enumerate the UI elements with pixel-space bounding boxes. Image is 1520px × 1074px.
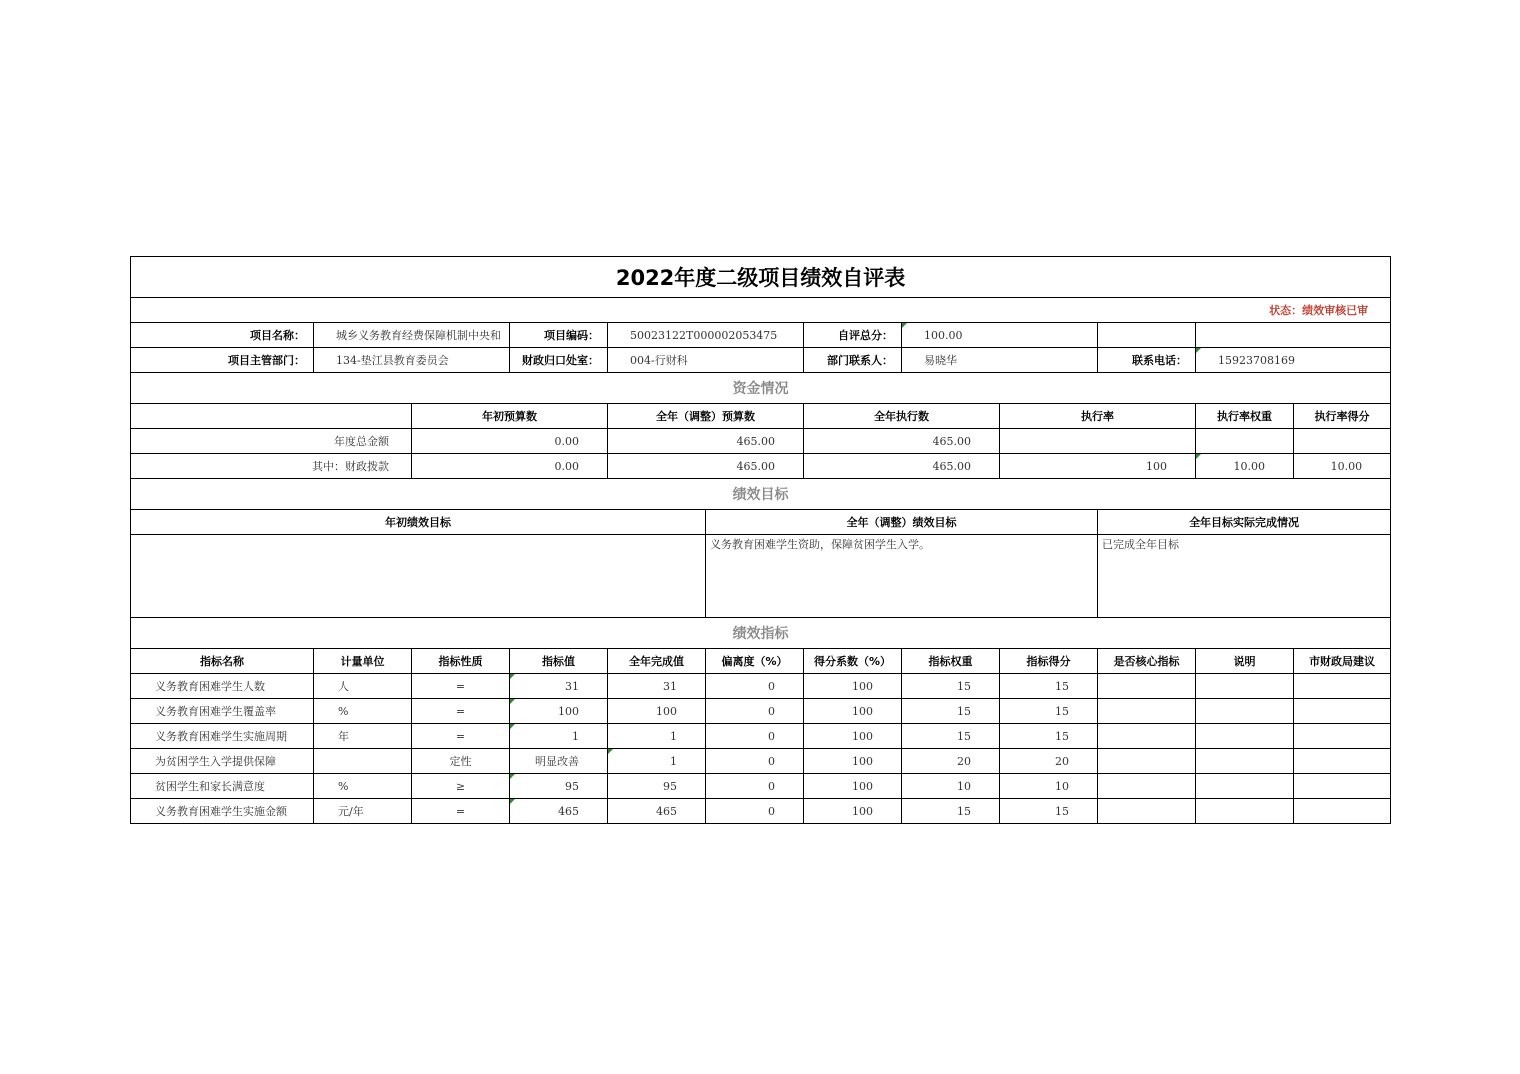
- indicator-score: 10: [1000, 774, 1098, 799]
- indicator-advice: [1294, 724, 1391, 749]
- evaluation-sheet: [130, 256, 1390, 824]
- indicator-advice: [1294, 674, 1391, 699]
- indicator-coefficient: 100: [804, 699, 902, 724]
- indicator-coefficient: 100: [804, 749, 902, 774]
- indicator-header: 全年完成值: [608, 649, 706, 674]
- info-row-2: [131, 348, 1391, 373]
- funds-row: [131, 454, 1391, 479]
- funds-executed: 465.00: [804, 454, 1000, 479]
- phone-value: 15923708169: [1196, 348, 1391, 373]
- indicator-nature: =: [412, 699, 510, 724]
- indicator-coefficient: 100: [804, 799, 902, 824]
- indicator-header: 指标值: [510, 649, 608, 674]
- indicator-actual: 1: [608, 749, 706, 774]
- indicator-target: 31: [510, 674, 608, 699]
- indicator-header: 指标得分: [1000, 649, 1098, 674]
- indicator-nature: =: [412, 674, 510, 699]
- indicator-rows: [131, 674, 1391, 824]
- funds-row-label: 年度总金额: [131, 429, 412, 454]
- indicator-score: 15: [1000, 674, 1098, 699]
- indicator-note: [1196, 674, 1294, 699]
- goals-actual: 已完成全年目标: [1098, 535, 1391, 618]
- funds-rate: [1000, 429, 1196, 454]
- indicator-deviation: 0: [706, 749, 804, 774]
- indicator-name: 义务教育困难学生实施周期: [131, 724, 314, 749]
- indicator-note: [1196, 799, 1294, 824]
- indicator-coefficient: 100: [804, 774, 902, 799]
- indicator-header: 指标权重: [902, 649, 1000, 674]
- dept-label: 项目主管部门：: [131, 348, 314, 373]
- funds-initial: 0.00: [412, 429, 608, 454]
- goals-header: 全年（调整）绩效目标: [706, 510, 1098, 535]
- indicator-deviation: 0: [706, 774, 804, 799]
- indicator-header: 指标名称: [131, 649, 314, 674]
- phone-label: 联系电话：: [1098, 348, 1196, 373]
- indicator-weight: 15: [902, 799, 1000, 824]
- indicator-core: [1098, 774, 1196, 799]
- table-row: [131, 749, 1391, 774]
- empty-cell: [1196, 323, 1391, 348]
- finance-office-value: 004-行财科: [608, 348, 804, 373]
- funds-header: 执行率权重: [1196, 404, 1294, 429]
- indicator-score: 15: [1000, 799, 1098, 824]
- indicator-advice: [1294, 799, 1391, 824]
- indicator-target: 明显改善: [510, 749, 608, 774]
- indicators-header-row: [131, 649, 1391, 674]
- status-badge: 状态：绩效审核已审: [131, 298, 1391, 323]
- goals-adjusted: 义务教育困难学生资助，保障贫困学生入学。: [706, 535, 1098, 618]
- funds-header-row: [131, 404, 1391, 429]
- indicator-advice: [1294, 749, 1391, 774]
- funds-score: [1294, 429, 1391, 454]
- funds-rate: 100: [1000, 454, 1196, 479]
- indicator-coefficient: 100: [804, 674, 902, 699]
- indicator-nature: =: [412, 799, 510, 824]
- indicator-score: 20: [1000, 749, 1098, 774]
- indicator-score: 15: [1000, 724, 1098, 749]
- empty-cell: [131, 404, 412, 429]
- indicator-unit: 年: [314, 724, 412, 749]
- indicator-header: 得分系数（%）: [804, 649, 902, 674]
- indicator-header: 市财政局建议: [1294, 649, 1391, 674]
- goals-header: 全年目标实际完成情况: [1098, 510, 1391, 535]
- indicator-header: 说明: [1196, 649, 1294, 674]
- indicator-name: 义务教育困难学生覆盖率: [131, 699, 314, 724]
- indicator-note: [1196, 699, 1294, 724]
- funds-weight: [1196, 429, 1294, 454]
- funds-header: 全年执行数: [804, 404, 1000, 429]
- indicator-core: [1098, 674, 1196, 699]
- indicator-coefficient: 100: [804, 724, 902, 749]
- indicator-core: [1098, 724, 1196, 749]
- indicator-nature: =: [412, 724, 510, 749]
- project-name-value: 城乡义务教育经费保障机制中央和: [314, 323, 510, 348]
- indicator-weight: 15: [902, 724, 1000, 749]
- indicator-deviation: 0: [706, 699, 804, 724]
- contact-label: 部门联系人：: [804, 348, 902, 373]
- table-row: [131, 699, 1391, 724]
- indicator-name: 义务教育困难学生实施金额: [131, 799, 314, 824]
- indicator-core: [1098, 749, 1196, 774]
- indicator-header: 指标性质: [412, 649, 510, 674]
- indicator-unit: [314, 749, 412, 774]
- evaluation-table: [130, 256, 1391, 824]
- indicator-actual: 95: [608, 774, 706, 799]
- indicator-core: [1098, 699, 1196, 724]
- indicator-actual: 465: [608, 799, 706, 824]
- funds-initial: 0.00: [412, 454, 608, 479]
- indicator-weight: 15: [902, 674, 1000, 699]
- indicator-deviation: 0: [706, 724, 804, 749]
- indicator-weight: 10: [902, 774, 1000, 799]
- funds-score: 10.00: [1294, 454, 1391, 479]
- table-row: [131, 774, 1391, 799]
- dept-value: 134-垫江县教育委员会: [314, 348, 510, 373]
- goals-initial: [131, 535, 706, 618]
- indicator-weight: 15: [902, 699, 1000, 724]
- contact-value: 易晓华: [902, 348, 1098, 373]
- indicator-unit: %: [314, 774, 412, 799]
- indicator-target: 465: [510, 799, 608, 824]
- info-row-1: [131, 323, 1391, 348]
- funds-header: 全年（调整）预算数: [608, 404, 804, 429]
- indicator-note: [1196, 724, 1294, 749]
- funds-row: [131, 429, 1391, 454]
- table-row: [131, 724, 1391, 749]
- indicator-name: 义务教育困难学生人数: [131, 674, 314, 699]
- funds-header: 执行率得分: [1294, 404, 1391, 429]
- self-score-label: 自评总分：: [804, 323, 902, 348]
- indicator-target: 100: [510, 699, 608, 724]
- funds-row-label: 其中：财政拨款: [131, 454, 412, 479]
- indicator-header: 偏离度（%）: [706, 649, 804, 674]
- indicator-name: 贫困学生和家长满意度: [131, 774, 314, 799]
- indicator-actual: 1: [608, 724, 706, 749]
- finance-office-label: 财政归口处室：: [510, 348, 608, 373]
- indicator-advice: [1294, 774, 1391, 799]
- indicator-note: [1196, 774, 1294, 799]
- table-row: [131, 674, 1391, 699]
- project-code-value: 50023122T000002053475: [608, 323, 804, 348]
- indicator-core: [1098, 799, 1196, 824]
- goals-header-row: [131, 510, 1391, 535]
- funds-adjusted: 465.00: [608, 429, 804, 454]
- goals-content-row: [131, 535, 1391, 618]
- funds-header: 年初预算数: [412, 404, 608, 429]
- indicator-actual: 31: [608, 674, 706, 699]
- indicator-name: 为贫困学生入学提供保障: [131, 749, 314, 774]
- funds-weight: 10.00: [1196, 454, 1294, 479]
- goals-section-title: 绩效目标: [131, 479, 1391, 510]
- indicator-score: 15: [1000, 699, 1098, 724]
- indicator-unit: 人: [314, 674, 412, 699]
- page-title: 2022年度二级项目绩效自评表: [131, 257, 1391, 298]
- indicator-deviation: 0: [706, 674, 804, 699]
- empty-cell: [1098, 323, 1196, 348]
- indicator-weight: 20: [902, 749, 1000, 774]
- indicator-nature: 定性: [412, 749, 510, 774]
- funds-section-title: 资金情况: [131, 373, 1391, 404]
- indicator-note: [1196, 749, 1294, 774]
- indicator-target: 1: [510, 724, 608, 749]
- funds-executed: 465.00: [804, 429, 1000, 454]
- project-name-label: 项目名称：: [131, 323, 314, 348]
- indicator-nature: ≥: [412, 774, 510, 799]
- goals-header: 年初绩效目标: [131, 510, 706, 535]
- funds-header: 执行率: [1000, 404, 1196, 429]
- indicator-unit: %: [314, 699, 412, 724]
- indicator-unit: 元/年: [314, 799, 412, 824]
- indicator-header: 是否核心指标: [1098, 649, 1196, 674]
- indicator-deviation: 0: [706, 799, 804, 824]
- indicator-header: 计量单位: [314, 649, 412, 674]
- indicator-advice: [1294, 699, 1391, 724]
- project-code-label: 项目编码：: [510, 323, 608, 348]
- self-score-value: 100.00: [902, 323, 1098, 348]
- table-row: [131, 799, 1391, 824]
- indicators-section-title: 绩效指标: [131, 618, 1391, 649]
- indicator-actual: 100: [608, 699, 706, 724]
- indicator-target: 95: [510, 774, 608, 799]
- funds-adjusted: 465.00: [608, 454, 804, 479]
